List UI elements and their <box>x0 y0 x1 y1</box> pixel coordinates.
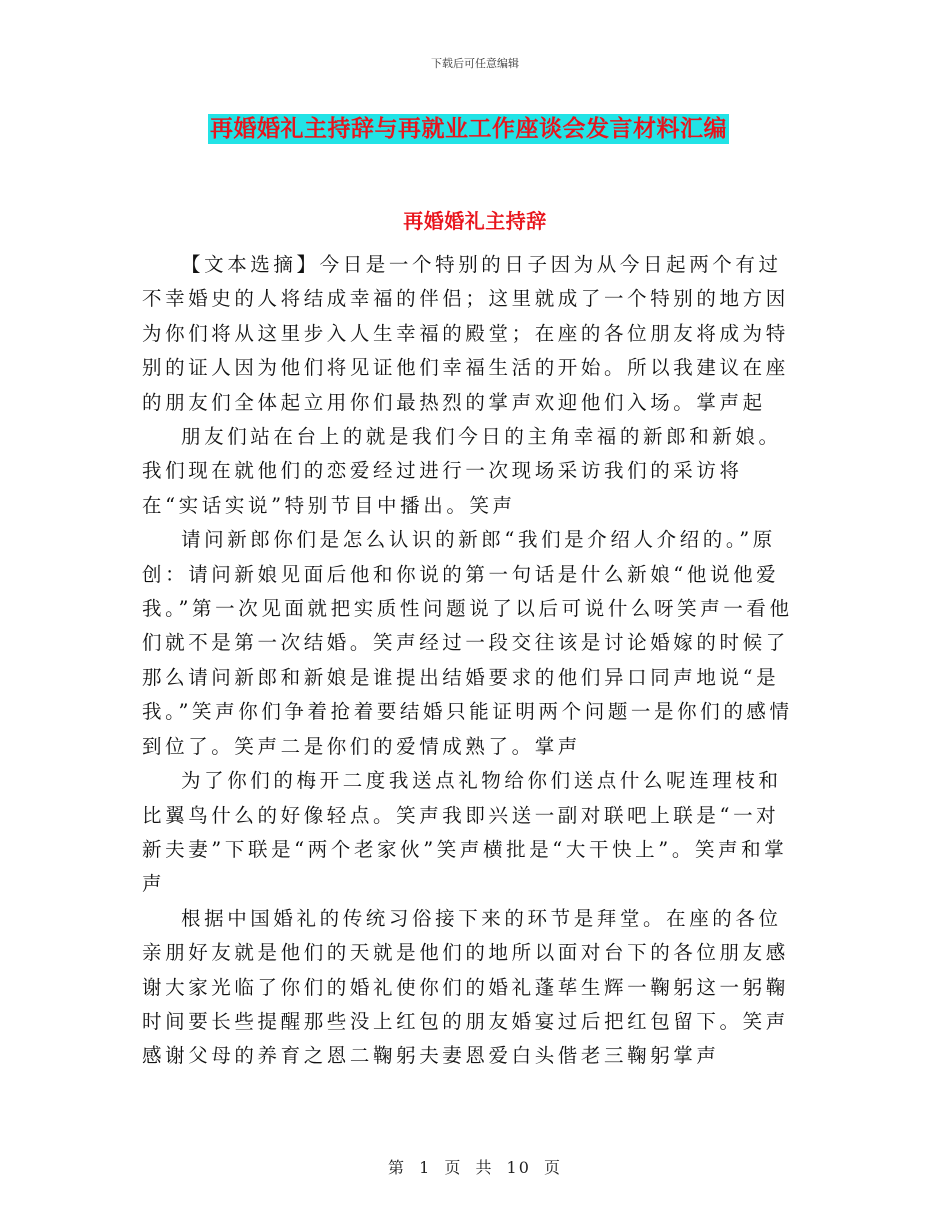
paragraph: 【文本选摘】今日是一个特别的日子因为从今日起两个有过不幸婚史的人将结成幸福的伴侣；这里就成了一个特别的地方因为你们将从这里步入人生幸福的殿堂；在座的各位朋友将成为特别的证人因为他们将见证他们幸福生活的开始。所以我建议在座的朋友们全体起立用你们最热烈的掌声欢迎他们入场。掌声起 <box>142 253 789 414</box>
section-title: 再婚婚礼主持辞 <box>403 209 547 233</box>
paragraph: 请问新郎你们是怎么认识的新郎“我们是介绍人介绍的。”原创：请问新娘见面后他和你说的第一句话是什么新娘“他说他爱我。”第一次见面就把实质性问题说了以后可说什么呀笑声一看他们就不是第一次结婚。笑声经过一段交往该是讨论婚嫁的时候了那么请问新郎和新娘是谁提出结婚要求的他们异口同声地说“是我。”笑声你们争着抢着要结婚只能证明两个问题一是你们的感情到位了。笑声二是你们的爱情成熟了。掌声 <box>142 528 793 758</box>
paragraph: 根据中国婚礼的传统习俗接下来的环节是拜堂。在座的各位亲朋好友就是他们的天就是他们的地所以面对台下的各位朋友感谢大家光临了你们的婚礼使你们的婚礼蓬荜生辉一鞠躬这一躬鞠时间要长些提醒那些没上红包的朋友婚宴过后把红包留下。笑声感谢父母的养育之恩二鞠躬夫妻恩爱白头偕老三鞠躬掌声 <box>142 906 789 1068</box>
document-body <box>142 248 802 1074</box>
paragraph: 为了你们的梅开二度我送点礼物给你们送点什么呢连理枝和比翼鸟什么的好像轻点。笑声我即兴送一副对联吧上联是“一对新夫妻”下联是“两个老家伙”笑声横批是“大干快上”。笑声和掌声 <box>142 769 788 896</box>
paragraph: 朋友们站在台上的就是我们今日的主角幸福的新郎和新娘。我们现在就他们的恋爱经过进行一次现场采访我们的采访将在“实话实说”特别节目中播出。笑声 <box>142 425 782 517</box>
page-number-footer: 第 1 页 共 10 页 <box>388 1158 562 1177</box>
page-header-note: 下载后可任意编辑 <box>431 57 519 70</box>
document-title: 再婚婚礼主持辞与再就业工作座谈会发言材料汇编 <box>210 115 727 142</box>
